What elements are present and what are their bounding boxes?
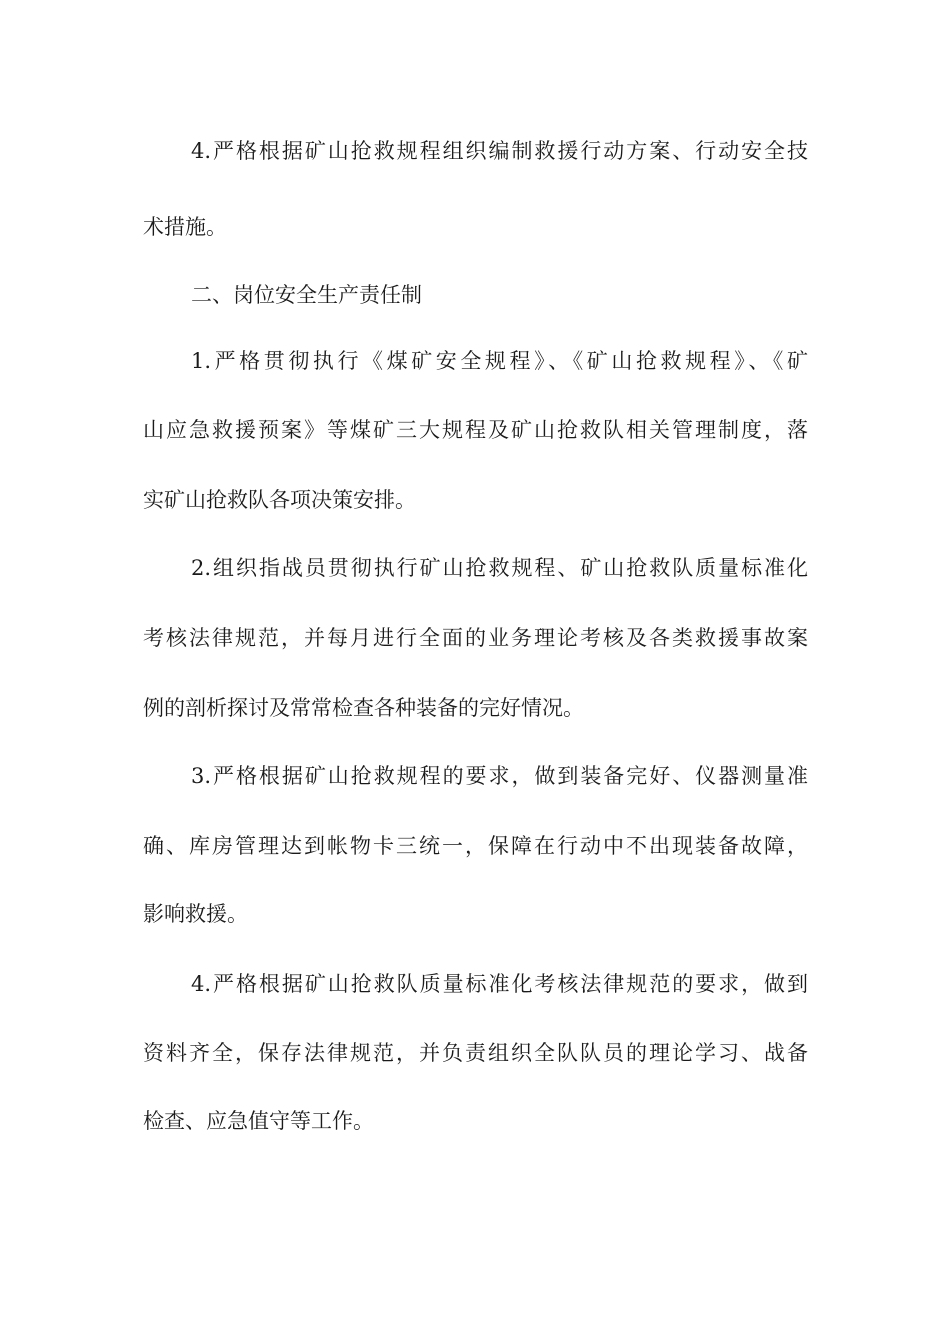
item-1-line-2: 山应急救援预案》等煤矿三大规程及矿山抢救队相关管理制度，落 — [143, 418, 808, 442]
item-4-line-2: 资料齐全，保存法律规范，并负责组织全队队员的理论学习、战备 — [143, 1041, 808, 1065]
item-2-line-3: 例的剖析探讨及常常检查各种装备的完好情况。 — [143, 696, 584, 720]
item-1-line-3: 实矿山抢救队各项决策安排。 — [143, 488, 416, 512]
item-4-line-1: 4.严格根据矿山抢救队质量标准化考核法律规范的要求，做到 — [191, 972, 808, 996]
item-2-line-1: 2.组织指战员贯彻执行矿山抢救规程、矿山抢救队质量标准化 — [191, 556, 808, 580]
item-3-line-2: 确、库房管理达到帐物卡三统一，保障在行动中不出现装备故障， — [143, 834, 808, 858]
item-3-line-3: 影响救援。 — [143, 902, 248, 926]
paragraph-4-line-2: 术措施。 — [143, 215, 227, 239]
item-3-line-1: 3.严格根据矿山抢救规程的要求，做到装备完好、仪器测量准 — [191, 764, 808, 788]
paragraph-4-line-1: 4.严格根据矿山抢救规程组织编制救援行动方案、行动安全技 — [191, 139, 808, 163]
item-4-line-3: 检查、应急值守等工作。 — [143, 1109, 374, 1133]
section-heading: 二、岗位安全生产责任制 — [191, 283, 422, 307]
item-2-line-2: 考核法律规范，并每月进行全面的业务理论考核及各类救援事故案 — [143, 626, 808, 650]
item-1-line-1: 1.严格贯彻执行《煤矿安全规程》、《矿山抢救规程》、《矿 — [191, 349, 808, 373]
